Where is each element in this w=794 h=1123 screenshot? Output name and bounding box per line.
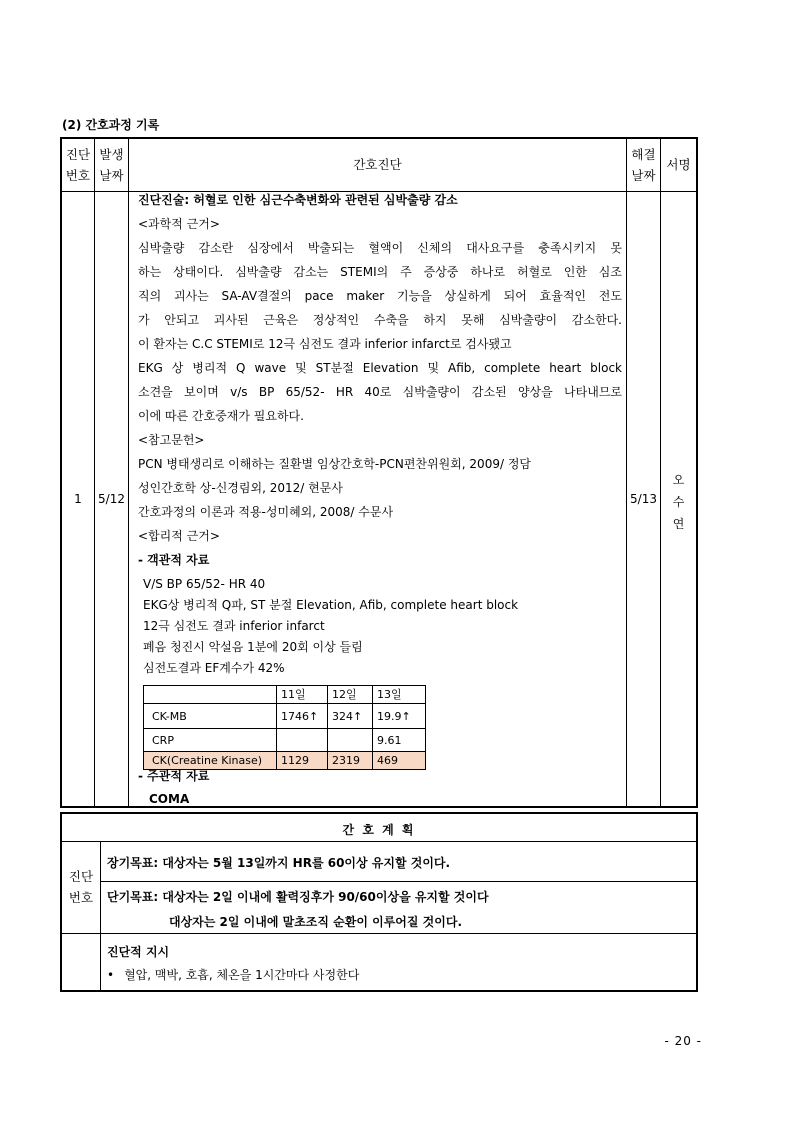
objective-item: EKG상 병리적 Q파, ST 분절 Elevation, Afib, complete heart block [143,598,519,612]
row-date-resolve: 5/13 [630,492,657,506]
short-term-goal-2: 대상자는 2일 이내에 말초조직 순환이 이루어질 것이다. [169,915,463,929]
header-date-resolve: 해결 날짜 [631,147,656,183]
lab-header-row [144,686,426,704]
scientific-basis-heading: <과학적 근거> [138,217,220,231]
nursing-plan-table [60,812,698,992]
sci-line: 이 환자는 C.C STEMI로 12극 심전도 결과 inferior infarct로 검사됐고 [138,337,512,351]
lab-cell: 1129 [277,752,328,770]
sci-line: 가 안되고 괴사된 근육은 정상적인 수축을 하지 못해 심박출량이 감소한다. [138,313,622,327]
lab-cell: 324↑ [328,704,373,729]
objective-item: 12극 심전도 결과 inferior infarct [143,619,325,633]
sci-line: 이에 따른 간호중재가 필요하다. [138,409,304,423]
lab-cell: CRP [144,729,277,752]
header-date-occur: 발생 날짜 [99,147,124,183]
row-number: 1 [74,492,82,506]
section-title: (2) 간호과정 기록 [62,118,160,132]
short-term-goal: 단기목표: 대상자는 2일 이내에 활력징후가 90/60이상을 유지할 것이다 [107,890,489,904]
order-item: • 혈압, 맥박, 호흡, 체온을 1시간마다 사정한다 [107,968,360,982]
objective-item: V/S BP 65/52- HR 40 [143,577,266,591]
lab-cell: 9.61 [373,729,426,752]
reference-item: 성인간호학 상-신경림외, 2012/ 현문사 [138,481,343,495]
lab-cell: 469 [373,752,426,770]
sci-line: 소견을 보이며 v/s BP 65/52- HR 40로 심박출량이 감소된 양상을 나타내므로 [138,385,622,399]
objective-item: 심전도결과 EF계수가 42% [143,661,285,675]
lab-cell: CK(Creatine Kinase) [144,752,277,770]
lab-row-crp [144,729,426,752]
lab-cell [328,729,373,752]
lab-row-ck [144,752,426,770]
header-diagnosis: 간호진단 [353,157,402,172]
plan-diag-no: 진단 번호 [68,869,94,905]
plan-title: 간 호 계 획 [342,823,416,837]
row-date-occur: 5/12 [98,492,125,506]
references-heading: <참고문헌> [138,433,205,447]
header-diag-no: 진단 번호 [65,147,91,183]
bullet-icon: • [107,968,115,982]
rational-basis-heading: <합리적 근거> [138,529,220,543]
diagnosis-statement: 진단진술: 허혈로 인한 심근수축변화와 관련된 심박출량 감소 [138,193,458,207]
objective-data-heading: - 객관적 자료 [138,553,210,567]
subjective-value: COMA [149,792,190,806]
lab-results-table [143,685,426,770]
long-term-goal: 장기목표: 대상자는 5월 13일까지 HR를 60이상 유지할 것이다. [107,856,451,870]
sci-line: EKG 상 병리적 Q wave 및 ST분절 Elevation 및 Afib, complete heart block [138,361,622,375]
reference-item: PCN 병태생리로 이해하는 질환별 임상간호학-PCN편찬위원회, 2009/ 정담 [138,457,532,471]
lab-row-ckmb [144,704,426,729]
lab-cell: 1746↑ [277,704,328,729]
lab-cell [277,729,328,752]
row-signer: 오 수 연 [672,473,685,531]
lab-cell: 2319 [328,752,373,770]
sci-line: 직의 괴사는 SA-AV결절의 pace maker 기능을 상실하게 되어 효율적인 전도 [138,289,622,303]
lab-header-cell: 13일 [373,686,426,704]
lab-header-cell [144,686,277,704]
lab-header-cell: 11일 [277,686,328,704]
lab-cell: 19.9↑ [373,704,426,729]
header-sign: 서명 [666,157,691,172]
sci-line: 하는 상태이다. 심박출량 감소는 STEMI의 주 증상중 하나로 허혈로 인한 심조 [138,265,622,279]
subjective-data-heading: - 주관적 자료 [138,769,210,783]
reference-item: 간호과정의 이론과 적용-성미혜외, 2008/ 수문사 [138,505,394,519]
sci-line: 심박출량 감소란 심장에서 박출되는 혈액이 신체의 대사요구를 충족시키지 못 [138,241,622,255]
page-number: - 20 - [664,1034,702,1048]
objective-item: 폐음 청진시 악설음 1분에 20회 이상 들림 [143,640,363,654]
diagnostic-orders-heading: 진단적 지시 [107,945,170,959]
lab-cell: CK-MB [144,704,277,729]
lab-header-cell: 12일 [328,686,373,704]
